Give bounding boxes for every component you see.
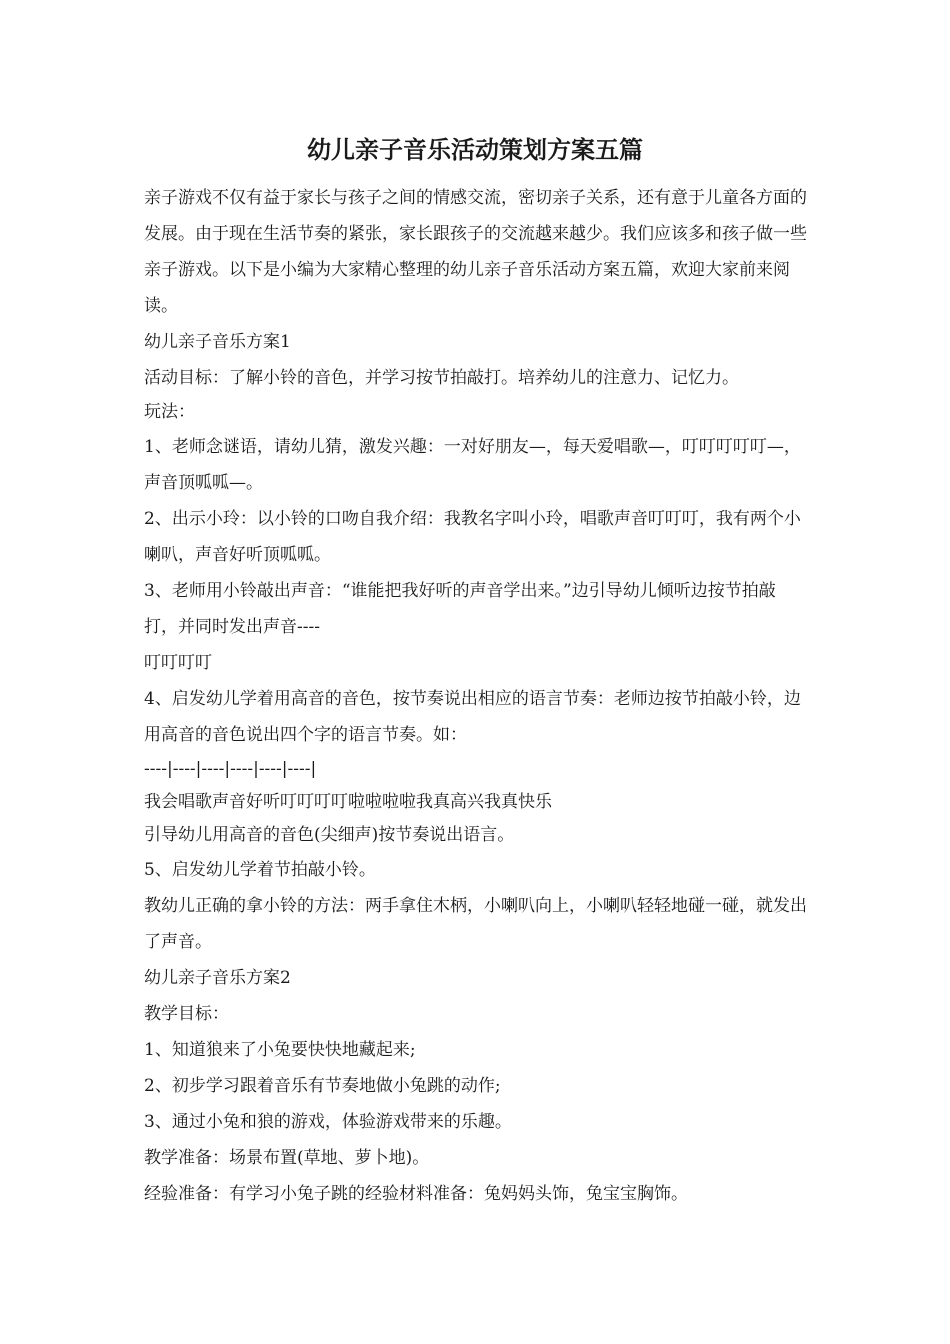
section-heading-plan-1: 幼儿亲子音乐方案1 bbox=[144, 332, 291, 352]
step-3: 3、老师用小铃敲出声音：“谁能把我好听的声音学出来。”边引导幼儿倾听边按节拍敲打，并同时发出声音---- bbox=[144, 581, 776, 637]
holding-method: 教幼儿正确的拿小铃的方法：两手拿住木柄，小喇叭向上，小喇叭轻轻地碰一碰，就发出了声音。 bbox=[144, 896, 807, 952]
document-body bbox=[144, 180, 808, 1212]
rhythm-notation: ----|----|----|----|----|----| bbox=[144, 759, 317, 779]
step-5: 5、启发幼儿学着节拍敲小铃。 bbox=[144, 860, 376, 880]
play-method-label: 玩法： bbox=[144, 402, 195, 422]
document-title: 幼儿亲子音乐活动策划方案五篇 bbox=[307, 135, 643, 164]
experience-preparation: 经验准备：有学习小兔子跳的经验材料准备：兔妈妈头饰，兔宝宝胸饰。 bbox=[144, 1184, 688, 1204]
goal-1: 1、知道狼来了小兔要快快地藏起来; bbox=[144, 1040, 416, 1060]
goal-3: 3、通过小兔和狼的游戏，体验游戏带来的乐趣。 bbox=[144, 1112, 512, 1132]
guide-text: 引导幼儿用高音的音色(尖细声)按节奏说出语言。 bbox=[144, 825, 515, 845]
step-4: 4、启发幼儿学着用高音的音色，按节奏说出相应的语言节奏：老师边按节拍敲小铃，边用高音的音色说出四个字的语言节奏。如： bbox=[144, 689, 801, 745]
intro-paragraph: 亲子游戏不仅有益于家长与孩子之间的情感交流，密切亲子关系，还有意于儿童各方面的发展。由于现在生活节奏的紧张，家长跟孩子的交流越来越少。我们应该多和孩子做一些亲子游戏。以下是小编为大家精心整理的幼儿亲子音乐活动方案五篇，欢迎大家前来阅读。 bbox=[144, 188, 807, 316]
teaching-preparation: 教学准备：场景布置(草地、萝卜地)。 bbox=[144, 1148, 430, 1168]
sound-text: 叮叮叮叮 bbox=[144, 653, 212, 673]
rhythm-lyrics: 我会唱歌声音好听叮叮叮叮啦啦啦啦我真高兴我真快乐 bbox=[144, 792, 552, 812]
activity-goal: 活动目标：了解小铃的音色，并学习按节拍敲打。培养幼儿的注意力、记忆力。 bbox=[144, 368, 739, 388]
teaching-goal-label: 教学目标： bbox=[144, 1004, 229, 1024]
step-2: 2、出示小玲：以小铃的口吻自我介绍：我教名字叫小玲，唱歌声音叮叮叮，我有两个小喇叭，声音好听顶呱呱。 bbox=[144, 509, 801, 565]
section-heading-plan-2: 幼儿亲子音乐方案2 bbox=[144, 968, 291, 988]
step-1: 1、老师念谜语，请幼儿猜，激发兴趣：一对好朋友—，每天爱唱歌—，叮叮叮叮叮—，声音顶呱呱—。 bbox=[144, 437, 801, 493]
goal-2: 2、初步学习跟着音乐有节奏地做小兔跳的动作; bbox=[144, 1076, 501, 1096]
